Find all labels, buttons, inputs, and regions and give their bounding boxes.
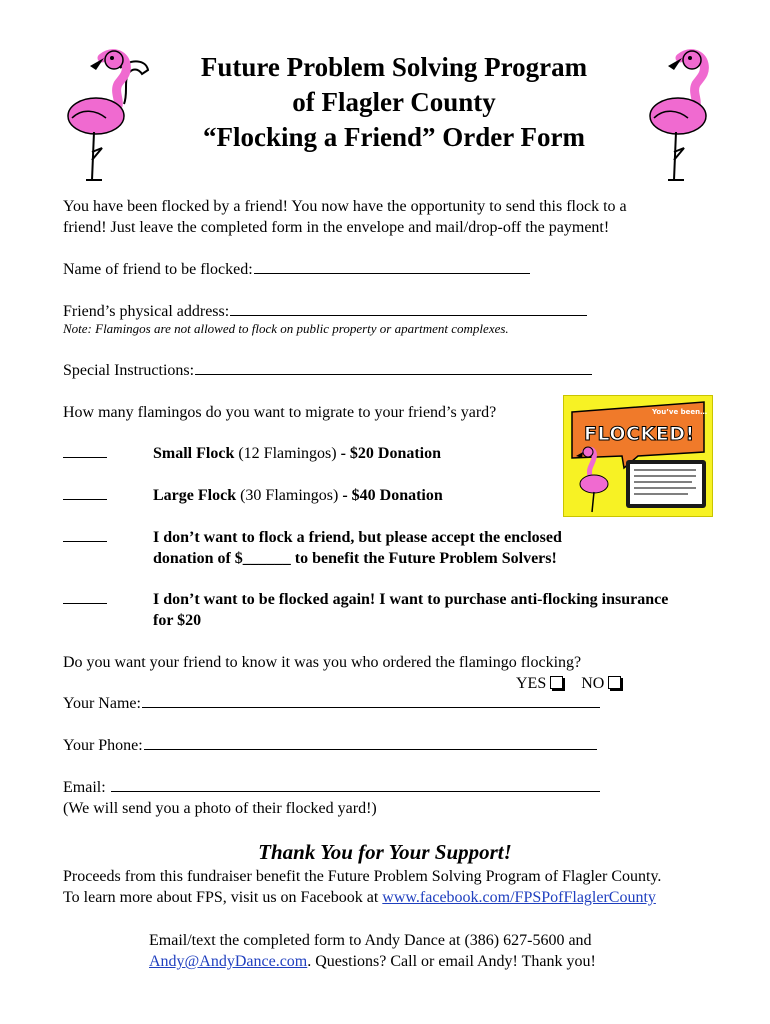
email-row (63, 777, 600, 798)
title-line-3: “Flocking a Friend” Order Form (203, 122, 585, 152)
donation-blank[interactable] (63, 527, 107, 547)
large-flock-option (153, 485, 443, 506)
thank-you-heading: Thank You for Your Support! (258, 840, 512, 864)
insurance-option (153, 589, 668, 631)
friend-address-field[interactable] (230, 301, 587, 316)
flamingo-left-image (62, 48, 152, 183)
friend-name-field[interactable] (254, 259, 530, 274)
flyer-small-text: You’ve been… (652, 408, 708, 416)
proceeds-line-1: Proceeds from this fundraiser benefit the Future Problem Solving Program of Flagler County. (63, 868, 662, 885)
email-link[interactable]: Andy@AndyDance.com (149, 953, 308, 970)
page-title (150, 50, 638, 155)
flock-size-question: How many flamingos do you want to migrate to your friend’s yard? (63, 404, 497, 421)
your-phone-row (63, 735, 597, 756)
friend-name-row (63, 259, 530, 280)
flamingo-right-image (640, 48, 730, 183)
friend-address-row (63, 301, 587, 322)
address-note: Note: Flamingos are not allowed to flock on public property or apartment complexes. (63, 321, 509, 336)
flocked-flyer-image (563, 395, 713, 517)
small-flock-option (153, 443, 441, 464)
no-label: NO (581, 675, 605, 692)
small-flock-price: - $20 Donation (340, 445, 442, 462)
special-instructions-row (63, 360, 592, 381)
intro-line-2: friend! Just leave the completed form in the envelope and mail/drop-off the payment! (63, 219, 610, 236)
friend-name-label: Name of friend to be flocked: (63, 261, 253, 278)
insurance-line-1: I don’t want to be flocked again! I want to purchase anti-flocking insurance (153, 591, 669, 608)
small-flock-blank[interactable] (63, 443, 107, 463)
facebook-link[interactable]: www.facebook.com/FPSPofFlaglerCounty (382, 889, 656, 906)
insurance-blank[interactable] (63, 589, 107, 609)
donation-line-1: I don’t want to flock a friend, but please accept the enclosed (153, 529, 562, 546)
large-flock-title: Large Flock (153, 487, 237, 504)
disclose-options (516, 673, 621, 694)
your-name-field[interactable] (142, 693, 600, 708)
large-flock-blank[interactable] (63, 485, 107, 505)
footer-line-2 (149, 951, 596, 972)
yes-label: YES (516, 675, 547, 692)
proceeds-prefix: To learn more about FPS, visit us on Facebook at (63, 889, 383, 906)
friend-address-label: Friend’s physical address: (63, 303, 230, 320)
disclose-question: Do you want your friend to know it was you who ordered the flamingo flocking? (63, 654, 582, 671)
your-name-label: Your Name: (63, 695, 141, 712)
footer-suffix: . Questions? Call or email Andy! Thank you! (307, 953, 596, 970)
yes-checkbox[interactable] (550, 676, 563, 689)
your-phone-label: Your Phone: (63, 737, 143, 754)
footer-line-1: Email/text the completed form to Andy Dance at (386) 627-5600 and (149, 932, 592, 949)
proceeds-line-2 (63, 887, 656, 908)
photo-note: (We will send you a photo of their flocked yard!) (63, 800, 377, 817)
no-checkbox[interactable] (608, 676, 621, 689)
email-label: Email: (63, 779, 106, 796)
small-flock-title: Small Flock (153, 445, 235, 462)
intro-line-1: You have been flocked by a friend! You now have the opportunity to send this flock to a (63, 198, 627, 215)
large-flock-price: - $40 Donation (342, 487, 443, 504)
special-instructions-field[interactable] (195, 360, 592, 375)
flyer-big-text: FLOCKED! (584, 423, 695, 445)
email-field[interactable] (111, 777, 600, 792)
insurance-line-2: for $20 (153, 612, 202, 629)
your-phone-field[interactable] (144, 735, 597, 750)
donation-option (153, 527, 562, 569)
large-flock-count: (30 Flamingos) (236, 487, 343, 504)
special-instructions-label: Special Instructions: (63, 362, 195, 379)
title-line-2: of Flagler County (292, 87, 496, 117)
small-flock-count: (12 Flamingos) (234, 445, 341, 462)
donation-line-2: donation of $______ to benefit the Future Problem Solvers! (153, 550, 557, 567)
title-line-1: Future Problem Solving Program (200, 52, 588, 82)
your-name-row (63, 693, 600, 714)
